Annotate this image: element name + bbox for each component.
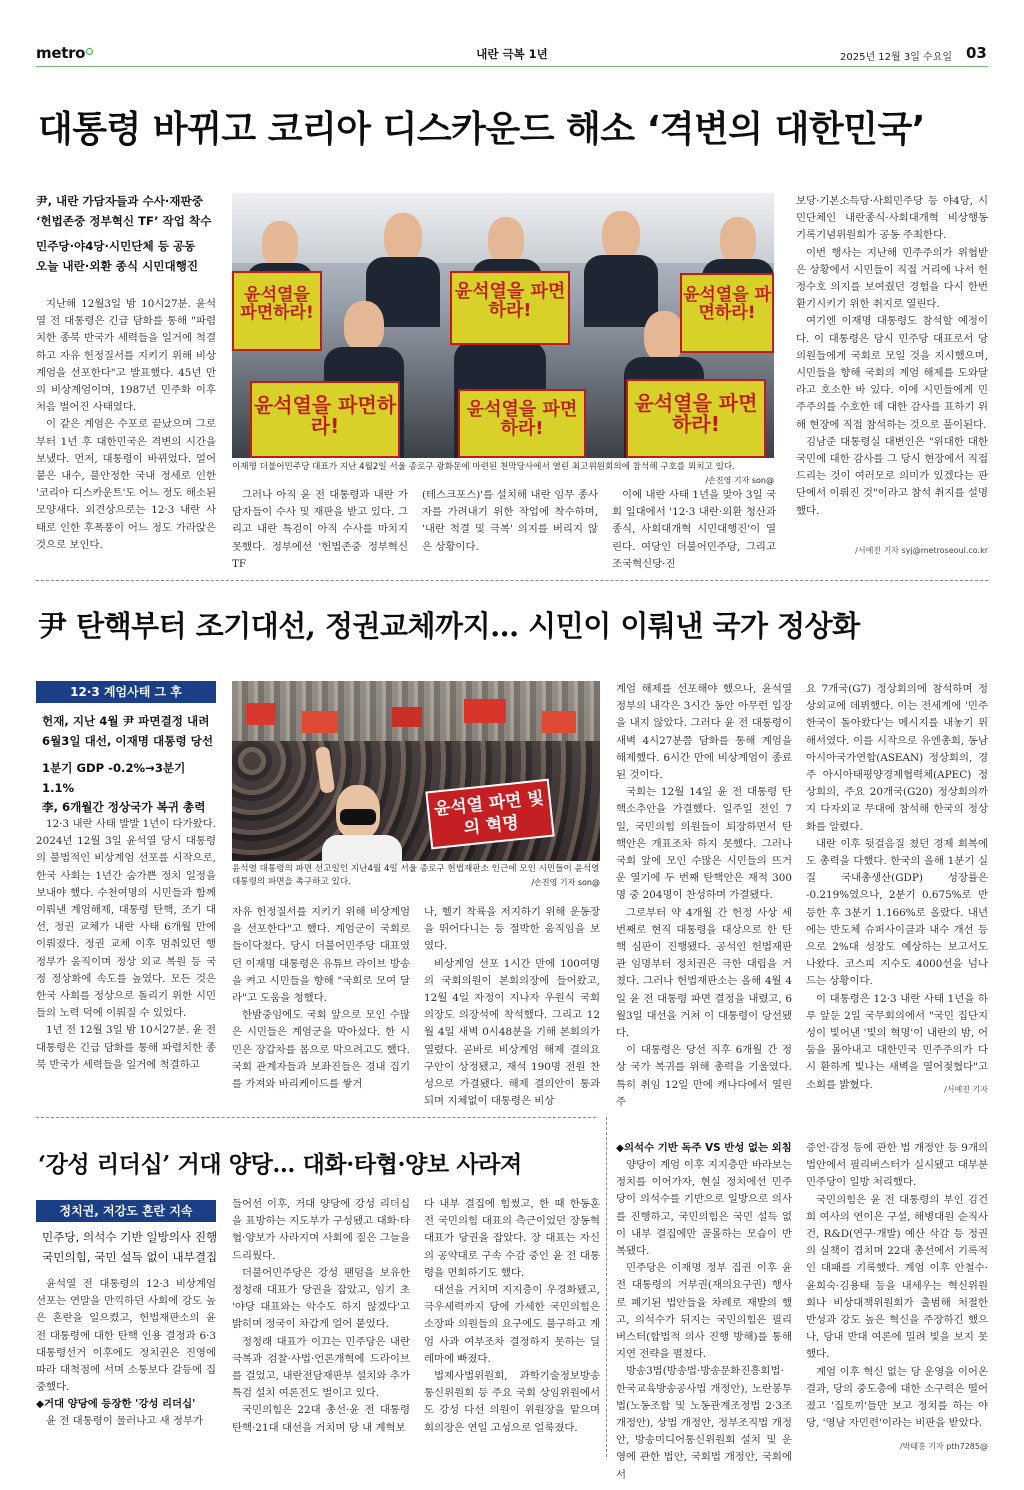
article2-column-5: 요 7개국(G7) 정상회의에 참석하며 정상외교에 데뷔했다. 이는 전세계에 '민주 한국이 돌아왔다'는 메시지를 내놓기 위해서였다. 이를 시작으로 유엔총회, 동남아시아국가연합(ASEAN) 정상회의, 경주 아시아태평양경제협력체(APEC) 정상회의, 주요 20개국(G20) 정상회의까지 다자외교 무대에 참석해 한국의 정상화를 알렸다. 내란 이후 뒷걸음질 쳤던 경제 회복에도 총력을 다했다. 한국의 올해 1분기 실질 국내총생산(GDP) 성장률은 -0.219%였으나, 2분기 0.675%로 반등한 후 3분기 1.166%로 올랐다. 내년에는 반도체 슈퍼사이클과 내수 개선 등으로 2%대 성장도 예상하는 보고서도 나왔다. 코스피 지수도 4000선을 넘나드는 상황이다. 이 대통령은 12·3 내란 사태 1년을 하루 앞둔 2일 국무회의에서 "국민 집단지성이 빛어낸 '빛의 혁명'이 내란의 밤, 어둠을 몰아내고 대한민국 민주주의가 다시 환하게 빛나는 새벽을 열어젖혔다"고 소회를 밝혔다. — [806, 683, 988, 1091]
article1-column-4: 이에 내란 사태 1년을 맞아 3일 국회 일대에서 '12·3 내란·외환 청산과 종식, 사회대개혁 시민대행진'이 열린다. 여당인 더불어민주당, 그리고 조국혁신당·진 — [612, 489, 776, 570]
article1-column-2: 그러나 아직 윤 전 대통령과 내란 가담자들이 수사 및 재판을 받고 있다. 그리고 내란 특검이 아직 수사를 마치지 못했다. 정부에선 '헌법존중 정부혁신 TF — [232, 489, 408, 570]
logo-mark-icon — [86, 48, 93, 55]
article2-photo-caption: 윤석열 대통령의 파면 선고일인 지난4월 4일 서울 종로구 헌법재판소 인근에 모인 시민들이 윤석열 대통령의 파면을 촉구하고 있다. /손진영 기자 son@ — [232, 864, 600, 887]
article2-tag-banner: 12·3 계엄사태 그 후 — [36, 681, 216, 703]
article3-column-4: ◆의석수 기반 독주 VS 반성 없는 외침 양당이 계엄 이후 지지층만 바라보는 정치를 이어가자, 현실 정치에선 민주당이 의석수를 기반으로 일방으로 의사를 진행하고, 국민의힘은 국민 설득 없이 내부 결집에만 골몰하는 모습이 반복됐다. 민주당은 이재명 정부 집권 이후 윤 전 대통령의 거부권(재의요구권) 행사로 폐기된 법안들을 차례로 재발의 했고, 의석수가 뒤지는 국민의힘은 필리버스터(합법적 의사 진행 방해)를 통해 지연 전략을 펼쳤다. 방송3법(방송법·방송문화진흥회법·한국교육방송공사법 개정안), 노란봉투법(노동조합 및 노동관계조정법 2·3조 개정안), 상법 개정안, 정부조직법 개정안, 방송미디어통신위원회 설치 및 운영에 관한 법안, 국회법 개정안, 국회에서 — [616, 1142, 792, 1481]
protest-sign: 윤석열을 파면하라! — [680, 273, 774, 353]
column-divider — [606, 1117, 607, 1457]
article2-column-2: 자유 헌정질서를 지키기 위해 비상계엄을 선포한다"고 했다. 계엄군이 국회로 들이닥쳤다. 당시 더불어민주당 대표였던 이재명 대통령은 유튜브 라이브 방송을 켜고 시민들을 향해 "국회로 모여 달라"고 도움을 청했다. 한밤중임에도 국회 앞으로 모인 수많은 시민들은 계엄군을 막아섰다. 한 시민은 장갑차를 몸으로 막으려고도 했다. 국회 관계자들과 보좌진들은 경내 집기를 가져와 바리케이드를 쌓거 — [232, 906, 410, 1091]
protest-sign: 윤석열을 파면하라! — [450, 271, 570, 345]
section-divider — [36, 580, 988, 581]
article3-subheads: 민주당, 의석수 기반 일방의사 진행 국민의힘, 국민 설득 없이 내부결집 — [42, 1230, 218, 1264]
protest-sign: 윤석열을 파면하라! — [458, 389, 586, 458]
article2-byline: /서예진 기자 — [944, 1085, 988, 1094]
article3-column-2: 들어선 이후, 거대 양당에 강성 리더십을 표방하는 지도부가 구성됐고 대화·타협·양보가 사라지며 사회에 짙은 그늘을 드리웠다. 더불어민주당은 강성 팬덤을 보유한 정청래 대표가 당권을 잡았고, 임기 초 '야당 대표와는 악수도 하지 않겠다'고 밝히며 정국이 차갑게 얼어 붙었다. 정청래 대표가 이끄는 민주당은 내란 극복과 검찰·사법·언론개혁에 드라이브를 걸었고, 내란전담재판부 설치와 추가 특검 설치 여론전도 벌이고 있다. 국민의힘은 22대 총선·윤 전 대통령 탄핵·21대 대선을 거치며 당 내 계혁보 — [232, 1198, 410, 1434]
article1-column-3: (테스크포스)'를 설치해 내란 임무 종사자를 가려내기 위한 작업에 착수하며, '내란 척결 및 극복' 의지를 버리지 않은 상황이다. — [422, 489, 598, 553]
article1-byline: /서예진 기자 syj@metroseoul.co.kr — [855, 546, 988, 555]
article1-column-1: 지난해 12월3일 밤 10시27분. 윤석열 전 대통령은 긴급 담화를 통해 "파렴치한 종북 반국가 세력들을 일거에 척결하고 자유 헌정질서를 지키기 위해 비상계엄을 선포한다"고 발표했다. 45년 만의 비상계엄이며, 1987년 민주화 이후 처음 벌어진 사태였다. 이 같은 계엄은 수포로 끝났으며 그로부터 1년 후 대한민국은 격변의 시간을 보냈다. 먼저, 대통령이 바뀌었다. 얼어붙은 내수, 불안정한 국내 정세로 인한 '코리아 디스카운트'도 어느 정도 해소된 모양새다. 외견상으로는 12·3 내란 사태로 인한 후폭풍이 어느 정도 가라앉은 것으로 보인다. — [36, 298, 216, 551]
article3-column-5: 증언·감정 등에 관한 법 개정안 등 9개의 법안에서 필리버스터가 실시됐고 대부분 민주당이 일방 처리했다. 국민의힘은 윤 전 대통령의 부인 김건희 여사의 연이은 구설, 해병대원 순직사건, R&D(연구·개발) 예산 삭감 등 정권의 실책이 겹치며 22대 총선에서 기록적인 대패를 기록했다. 계엄 이후 안철수·윤희숙·김용태 등을 내세우는 혁신위원회나 비상대책위원회가 출범해 처절한 반성과 강도 높은 혁신을 주장하긴 했으나, 당내 반대 여론에 밀려 빛을 보지 못했다. 계엄 이후 혁신 없는 당 운영을 이어온 결과, 당의 중도층에 대한 소구력은 떨어졌고 '집토끼'들만 보고 정치를 하는 야당, '영남 자민련'이라는 비판을 받았다. — [806, 1142, 988, 1430]
article3-byline: /박태홍 기자 pth7285@ — [899, 1442, 988, 1451]
protest-sign: 윤석열을 파면하라! — [250, 381, 400, 458]
header-rule — [36, 66, 988, 67]
article1-photo — [232, 193, 774, 458]
protest-sign: 윤석열을 파면하라! — [626, 379, 766, 458]
issue-date: 2025년 12월 3일 수요일 — [840, 52, 953, 63]
article2-photo — [232, 681, 600, 861]
article1-subheads: 尹, 내란 가담자들과 수사·재판중 ‘헌법존중 정부혁신 TF’ 작업 착수 민주당·야4당·시민단체 등 공동 오늘 내란·외환 종식 시민대행진 — [36, 194, 212, 273]
article1-column-5: 보당·기본소득당·사회민주당 등 야4당, 시민단체인 내란종식·사회대개혁 비상행동 기록기념위원회가 공동 주최한다. 이번 행사는 지난해 민주주의가 위협받은 상황에서 시민들이 직접 거리에 나서 헌정수호 의지를 보여줬던 경험을 다시 한번 환기시키기 위한 취지로 열린다. 여기엔 이재명 대통령도 참석할 예정이다. 이 대통령은 당시 민주당 대표로서 당 의원들에게 국회로 모일 것을 지시했으며, 시민들을 향해 국회의 계엄 해제를 도와달라고 호소한 바 있다. 이에 시민들에게 민주주의를 수호한 데 대한 감사를 표하기 위해 현장에 직접 참석하는 것으로 풀이된다. 김남준 대통령실 대변인은 "위대한 대한국민에 대한 감사를 그 당시 현장에서 직접 드리는 것이 여러모로 의미가 있겠다는 판단에서 이뤄진 것"이라고 참석 취지를 설명했다. — [796, 195, 988, 517]
article3-column-3: 다 내부 결집에 힘썼고, 한 때 한동훈 전 국민의힘 대표의 측근이었던 장동혁 대표가 당권을 잡았다. 장 대표는 자신의 공약대로 구속 수감 중인 윤 전 대통령을 면회하기도 했다. 대선을 거치며 지지층이 우경화됐고, 극우세력까지 당에 가세한 국민의힘은 소장파 의원들의 요구에도 불구하고 계엄 사과 여부조차 결정하지 못하는 딜레마에 빠졌다. 법제사법위원회, 과학기술정보방송통신위원회 등 주요 국회 상임위원에서도 강성 다선 의원이 위원장을 맡으며 회의장은 연일 고성으로 얼룩졌다. — [424, 1198, 600, 1434]
article3-headline: ‘강성 리더십’ 거대 양당… 대화·타협·양보 사라져 — [38, 1151, 522, 1178]
article1-headline: 대통령 바뀌고 코리아 디스카운드 해소 ‘격변의 대한민국’ — [38, 109, 925, 150]
article3-tag-banner: 정치권, 저강도 혼란 지속 — [36, 1200, 216, 1222]
article2-column-3: 나, 헬기 착륙을 저지하기 위해 운동장을 뛰어다니는 등 절박한 움직임을 보였다. 비상계엄 선포 1시간 만에 100여명의 국회의원이 본회의장에 들어왔고, 12월 4일 자정이 지나자 우원식 국회의장도 의장석에 착석했다. 그리고 12월 4일 새벽 0시48분을 기해 본회의가 열렸다. 곧바로 비상계엄 해제 결의요구안이 상정됐고, 재석 190명 전원 찬성으로 가결됐다. 해제 결의안이 통과되며 지체없이 대통령은 비상 — [424, 906, 600, 1108]
logo: metro — [36, 44, 93, 62]
protest-sign: 윤석열 파면 빛의 혁명 — [425, 779, 554, 850]
section-title: 내란 극복 1년 — [476, 47, 548, 61]
article2-subheads: 헌재, 지난 4월 尹 파면결정 내려 6월3일 대선, 이재명 대통령 당선 1분기 GDP -0.2%→3분기 1.1% 李, 6개월간 정상국가 복귀 총력 — [42, 714, 214, 814]
section-divider — [36, 1117, 596, 1118]
article2-column-4: 계엄 해제를 선포해야 했으나, 윤석열 정부의 내각은 3시간 동안 아무런 입장을 내지 않았다. 그러다 윤 전 대통령이 새벽 4시27분쯤 담화를 통해 계엄을 해제했다. 6시간 만에 비상계엄이 종료된 것이다. 국회는 12월 14일 윤 전 대통령 탄핵소추안을 가결했다. 일주일 전인 7일, 국민의힘 의원들이 퇴장하면서 탄핵안은 개표조차 하지 못했다. 그러나 국회 앞에 모인 수많은 시민들의 뜨거운 열기에 두 번째 탄핵안은 재적 300명 중 204명이 찬성하며 가결됐다. 그로부터 약 4개월 간 헌정 사상 세 번째로 현직 대통령을 대상으로 한 탄핵 심판이 진행됐다. 공석인 헌법재판관 임명부터 정치권은 극한 대립을 거쳤다. 그러나 헌법재판소는 올해 4월 4일 윤 전 대통령 파면 결정을 내렸고, 6월3일 대선을 거쳐 이 대통령이 당선됐다. 이 대통령은 당선 직후 6개월 간 정상 국가 복귀를 위해 총력을 기울였다. 특히 취임 12일 만에 캐나다에서 열린 주 — [616, 683, 792, 1108]
protest-sign: 윤석열을 파면하라! — [232, 271, 322, 351]
page-number: 03 — [966, 44, 987, 62]
article2-column-1: 12·3 내란 사태 발발 1년이 다가왔다. 2024년 12월 3일 윤석열 당시 대통령의 불법적인 비상계엄 선포를 시작으로, 한국 사회는 1년간 숨가쁜 정치 일정을 보내야 했다. 수천여명의 시민들과 함께 이뤄낸 계엄해제, 대통령 탄핵, 조기 대선, 정권 교체가 내란 사태 6개월 만에 이뤄졌다. 정권 교체 이후 멈춰있던 행정부가 움직이며 정상 외교 복원 등 국정 정상화에 속도를 높였다. 모든 것은 한국 사회를 정상으로 돌리기 위한 시민들의 노력 덕에 이뤄질 수 있었다. 1년 전 12월 3일 밤 10시27분. 윤 전 대통령은 긴급 담화를 통해 파렴치한 종북 반국가 세력들을 일거에 척결하고 — [36, 818, 217, 1071]
article3-column-1: 윤석열 전 대통령의 12·3 비상계엄 선포는 연말을 만끽하던 사회에 강도 높은 혼란을 일으켰고, 헌법재판소의 윤 전 대통령에 대한 탄핵 인용 결정과 6·3 대통령선거 이후에도 정치권은 진영에 따라 대척점에 서며 소통보다 갈등에 집중했다. ◆거대 양당에 등장한 '강성 리더십' 윤 전 대통령이 물러나고 새 정부가 — [36, 1278, 216, 1428]
article1-photo-caption: 이재명 더불어민주당 대표가 지난 4월2일 서울 종로구 광화문에 마련된 천막당사에서 열린 최고위원회의에 참석해 구호를 외치고 있다. /손진영 기자 son@ — [232, 462, 774, 485]
article2-headline: 尹 탄핵부터 조기대선, 정권교체까지… 시민이 이뤄낸 국가 정상화 — [38, 609, 860, 643]
